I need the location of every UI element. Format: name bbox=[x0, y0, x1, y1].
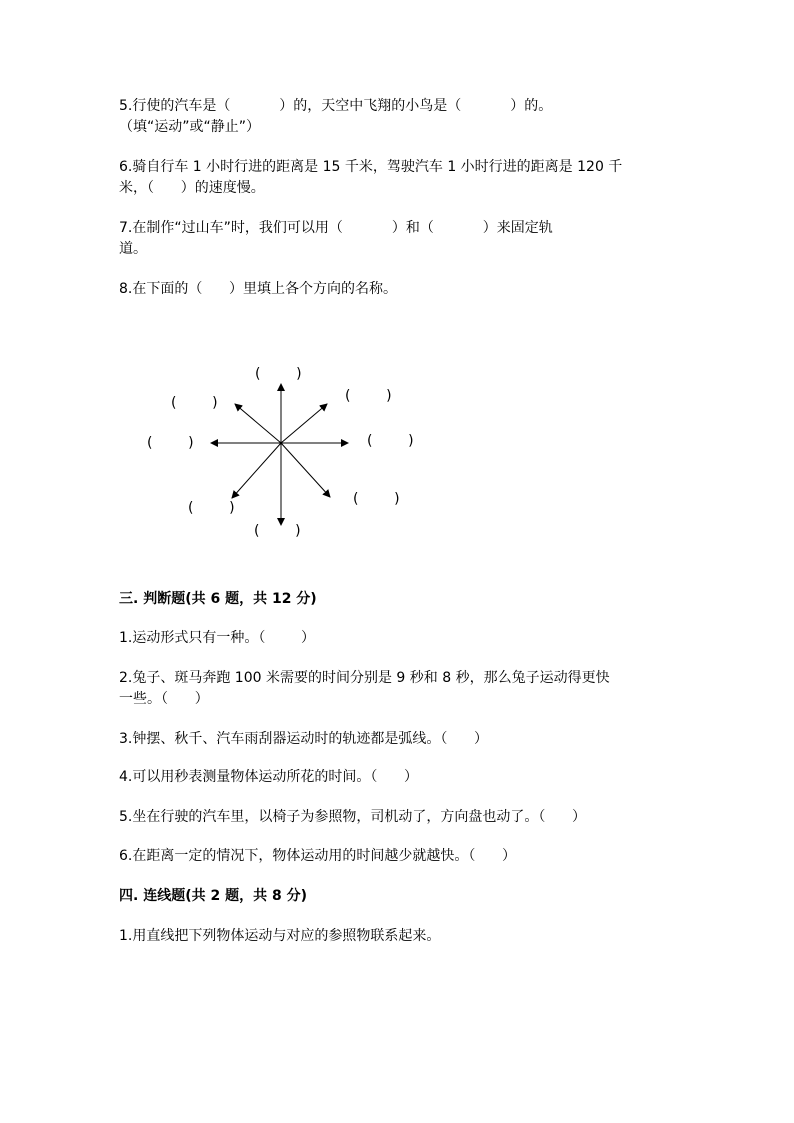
question-7-line-2: 道。 bbox=[119, 241, 147, 257]
arrow-northeast bbox=[281, 404, 327, 443]
judgment-item-4: 4.可以用秒表测量物体运动所花的时间。（ ） bbox=[119, 769, 419, 785]
blank-northwest: ( ) bbox=[171, 395, 218, 411]
blank-northeast: ( ) bbox=[345, 388, 392, 404]
question-5-line-1: 5.行使的汽车是（ ）的，天空中飞翔的小鸟是（ ）的。 bbox=[119, 98, 553, 114]
blank-west: ( ) bbox=[147, 435, 194, 451]
question-7-line-1: 7.在制作“过山车”时，我们可以用（ ）和（ ）来固定轨 bbox=[119, 220, 553, 236]
arrow-southeast bbox=[281, 443, 330, 497]
judgment-item-2-line-2: 一些。（ ） bbox=[119, 691, 209, 707]
question-5-line-2: （填“运动”或“静止”） bbox=[119, 119, 261, 135]
judgment-item-1: 1.运动形式只有一种。（ ） bbox=[119, 630, 315, 646]
judgment-item-5: 5.坐在行驶的汽车里，以椅子为参照物，司机动了，方向盘也动了。（ ） bbox=[119, 809, 587, 825]
matching-item-1: 1.用直线把下列物体运动与对应的参照物联系起来。 bbox=[119, 928, 441, 944]
blank-southwest: ( ) bbox=[188, 500, 235, 516]
blank-east: ( ) bbox=[367, 433, 414, 449]
blank-north: ( ) bbox=[255, 366, 302, 382]
judgment-item-6: 6.在距离一定的情况下，物体运动用的时间越少就越快。（ ） bbox=[119, 848, 517, 864]
blank-south: ( ) bbox=[254, 523, 301, 539]
blank-southeast: ( ) bbox=[353, 491, 400, 507]
section-3-heading: 三. 判断题(共 6 题，共 12 分) bbox=[119, 591, 317, 607]
judgment-item-3: 3.钟摆、秋千、汽车雨刮器运动时的轨迹都是弧线。（ ） bbox=[119, 731, 489, 747]
question-8-text: 8.在下面的（ ）里填上各个方向的名称。 bbox=[119, 281, 398, 297]
question-6-line-2: 米，（ ）的速度慢。 bbox=[119, 180, 265, 196]
question-6-line-1: 6.骑自行车 1 小时行进的距离是 15 千米，驾驶汽车 1 小时行进的距离是 120 千 bbox=[119, 159, 623, 175]
arrow-northwest bbox=[235, 404, 281, 443]
arrow-southwest bbox=[232, 443, 281, 498]
judgment-item-2-line-1: 2.兔子、斑马奔跑 100 米需要的时间分别是 9 秒和 8 秒，那么兔子运动得更快 bbox=[119, 670, 610, 686]
section-4-heading: 四. 连线题(共 2 题，共 8 分) bbox=[119, 888, 307, 904]
